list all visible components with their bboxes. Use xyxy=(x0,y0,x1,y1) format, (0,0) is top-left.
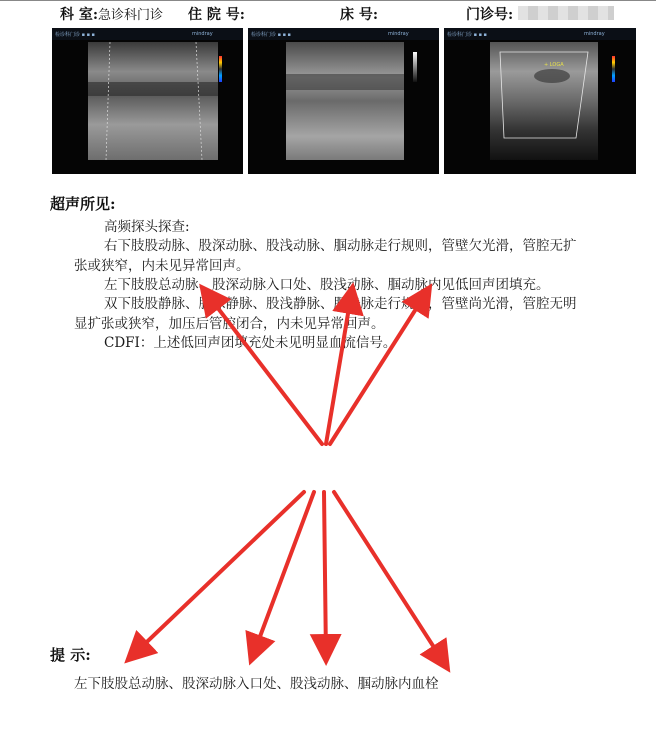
svg-text:+ LOGA: + LOGA xyxy=(544,62,564,68)
bed-label: 床 号: xyxy=(340,7,379,23)
inpatient-label: 住 院 号: xyxy=(188,7,245,23)
ultrasound-image-2: 检诊科门诊 ▪ ▪ ▪ mindray xyxy=(248,28,439,174)
outpatient-label: 门诊号: xyxy=(466,7,514,23)
side-panel xyxy=(610,46,632,136)
arrow-down-4 xyxy=(334,492,446,666)
findings-veins: 双下肢股静脉、股深静脉、股浅静脉、腘静脉走行规则，管壁尚光滑，管腔无明 显扩张或狭窄，加压后管腔闭合，内未见异常回声。 xyxy=(74,296,577,332)
redacted-number xyxy=(518,6,614,20)
dept-field: 科 室:急诊科门诊 xyxy=(60,7,164,23)
arrow-down-2 xyxy=(252,492,314,658)
dept-value: 急诊科门诊 xyxy=(98,8,164,23)
findings-right-artery: 右下肢股动脉、股深动脉、股浅动脉、腘动脉走行规则，管壁欠光滑，管腔无扩 张或狭窄，内未见异常回声。 xyxy=(74,238,577,274)
ultrasound-image-1: 检诊科门诊 ▪ ▪ ▪ mindray xyxy=(52,28,243,174)
arrow-down-1 xyxy=(130,492,304,658)
scan-area xyxy=(88,42,218,160)
side-panel xyxy=(217,46,239,136)
findings-left-artery: 左下肢股总动脉、股深动脉入口处、股浅动脉、腘动脉内见低回声团填充。 xyxy=(104,277,550,293)
inpatient-field xyxy=(188,4,245,24)
findings-title: 超声所见: xyxy=(50,195,116,213)
scan-area xyxy=(490,42,598,160)
outpatient-field xyxy=(466,4,513,24)
brand-label: mindray xyxy=(584,31,605,37)
scan-area xyxy=(286,42,404,160)
ultrasound-image-3: 检诊科门诊 ▪ ▪ ▪ mindray + LOGA xyxy=(444,28,636,174)
findings-cdfi: CDFI：上述低回声团填充处未见明显血流信号。 xyxy=(104,335,397,351)
conclusion-title: 提 示: xyxy=(50,646,91,664)
brand-label: mindray xyxy=(388,31,409,37)
dept-label: 科 室 xyxy=(60,7,93,23)
bed-field xyxy=(340,4,378,24)
top-border xyxy=(0,0,656,1)
side-panel xyxy=(413,46,435,136)
findings-probe: 高频探头探查: xyxy=(104,219,190,235)
arrow-down-3 xyxy=(324,492,326,658)
conclusion-text: 左下肢股总动脉、股深动脉入口处、股浅动脉、腘动脉内血栓 xyxy=(74,676,439,692)
report-header xyxy=(0,4,656,22)
brand-label: mindray xyxy=(192,31,213,37)
